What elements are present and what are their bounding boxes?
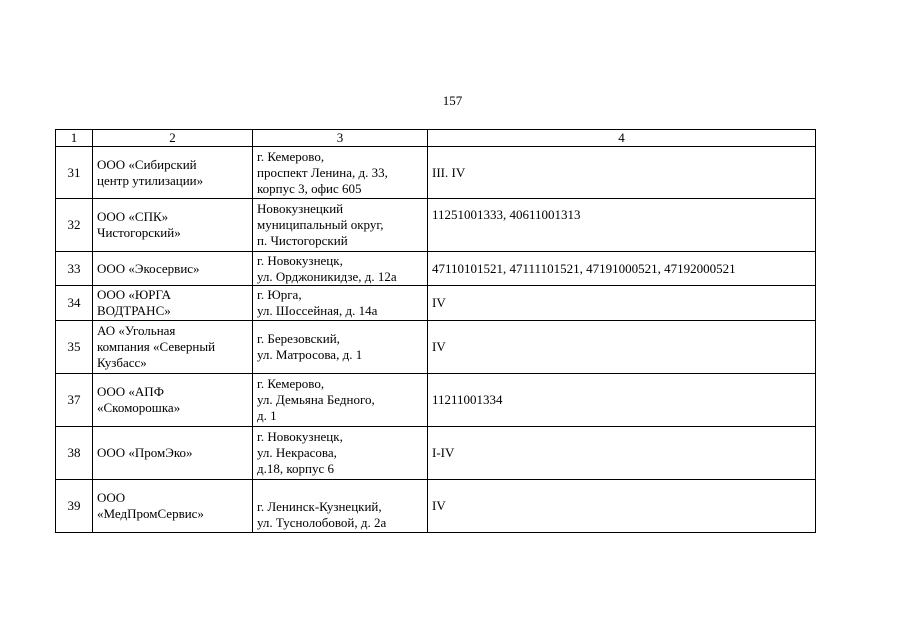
address-cell: г. Березовский, ул. Матросова, д. 1 <box>253 321 428 374</box>
table-row <box>56 480 816 533</box>
address-cell: г. Юрга, ул. Шоссейная, д. 14а <box>253 286 428 321</box>
row-number: 34 <box>56 286 93 321</box>
address-cell: г. Новокузнецк, ул. Некрасова, д.18, корпус 6 <box>253 427 428 480</box>
codes-cell: 11251001333, 40611001313 <box>428 199 816 252</box>
address-cell: Новокузнецкий муниципальный округ, п. Чистогорский <box>253 199 428 252</box>
codes-cell: III. IV <box>428 147 816 199</box>
codes-cell: IV <box>428 321 816 374</box>
address-cell: г. Кемерово, проспект Ленина, д. 33, корпус 3, офис 605 <box>253 147 428 199</box>
organization-cell: ООО «Сибирский центр утилизации» <box>93 147 253 199</box>
organization-cell: ООО «Экосервис» <box>93 252 253 286</box>
row-number: 35 <box>56 321 93 374</box>
row-number: 38 <box>56 427 93 480</box>
column-header: 3 <box>253 130 428 147</box>
codes-cell: I-IV <box>428 427 816 480</box>
row-number: 32 <box>56 199 93 252</box>
table-row <box>56 374 816 427</box>
table-row <box>56 427 816 480</box>
column-header: 4 <box>428 130 816 147</box>
organization-cell: ООО «ПромЭко» <box>93 427 253 480</box>
organization-cell: АО «Угольная компания «Северный Кузбасс» <box>93 321 253 374</box>
registry-table <box>55 129 816 533</box>
table-row <box>56 321 816 374</box>
organization-cell: ООО «СПК» Чистогорский» <box>93 199 253 252</box>
address-cell: г. Кемерово, ул. Демьяна Бедного, д. 1 <box>253 374 428 427</box>
organization-cell: ООО «ЮРГА ВОДТРАНС» <box>93 286 253 321</box>
table-row <box>56 252 816 286</box>
address-cell: г. Новокузнецк, ул. Орджоникидзе, д. 12а <box>253 252 428 286</box>
row-number: 37 <box>56 374 93 427</box>
codes-cell: 47110101521, 47111101521, 47191000521, 47192000521 <box>428 252 816 286</box>
address-cell: г. Ленинск-Кузнецкий, ул. Туснолобовой, д. 2а <box>253 480 428 533</box>
codes-cell: 11211001334 <box>428 374 816 427</box>
table-row <box>56 147 816 199</box>
row-number: 33 <box>56 252 93 286</box>
organization-cell: ООО «АПФ «Скоморошка» <box>93 374 253 427</box>
table-row <box>56 286 816 321</box>
table-row <box>56 199 816 252</box>
row-number: 39 <box>56 480 93 533</box>
organization-cell: ООО «МедПромСервис» <box>93 480 253 533</box>
column-header: 1 <box>56 130 93 147</box>
codes-cell: IV <box>428 480 816 533</box>
table-header-row <box>56 130 816 147</box>
codes-cell: IV <box>428 286 816 321</box>
row-number: 31 <box>56 147 93 199</box>
page-number: 157 <box>442 93 463 108</box>
column-header: 2 <box>93 130 253 147</box>
